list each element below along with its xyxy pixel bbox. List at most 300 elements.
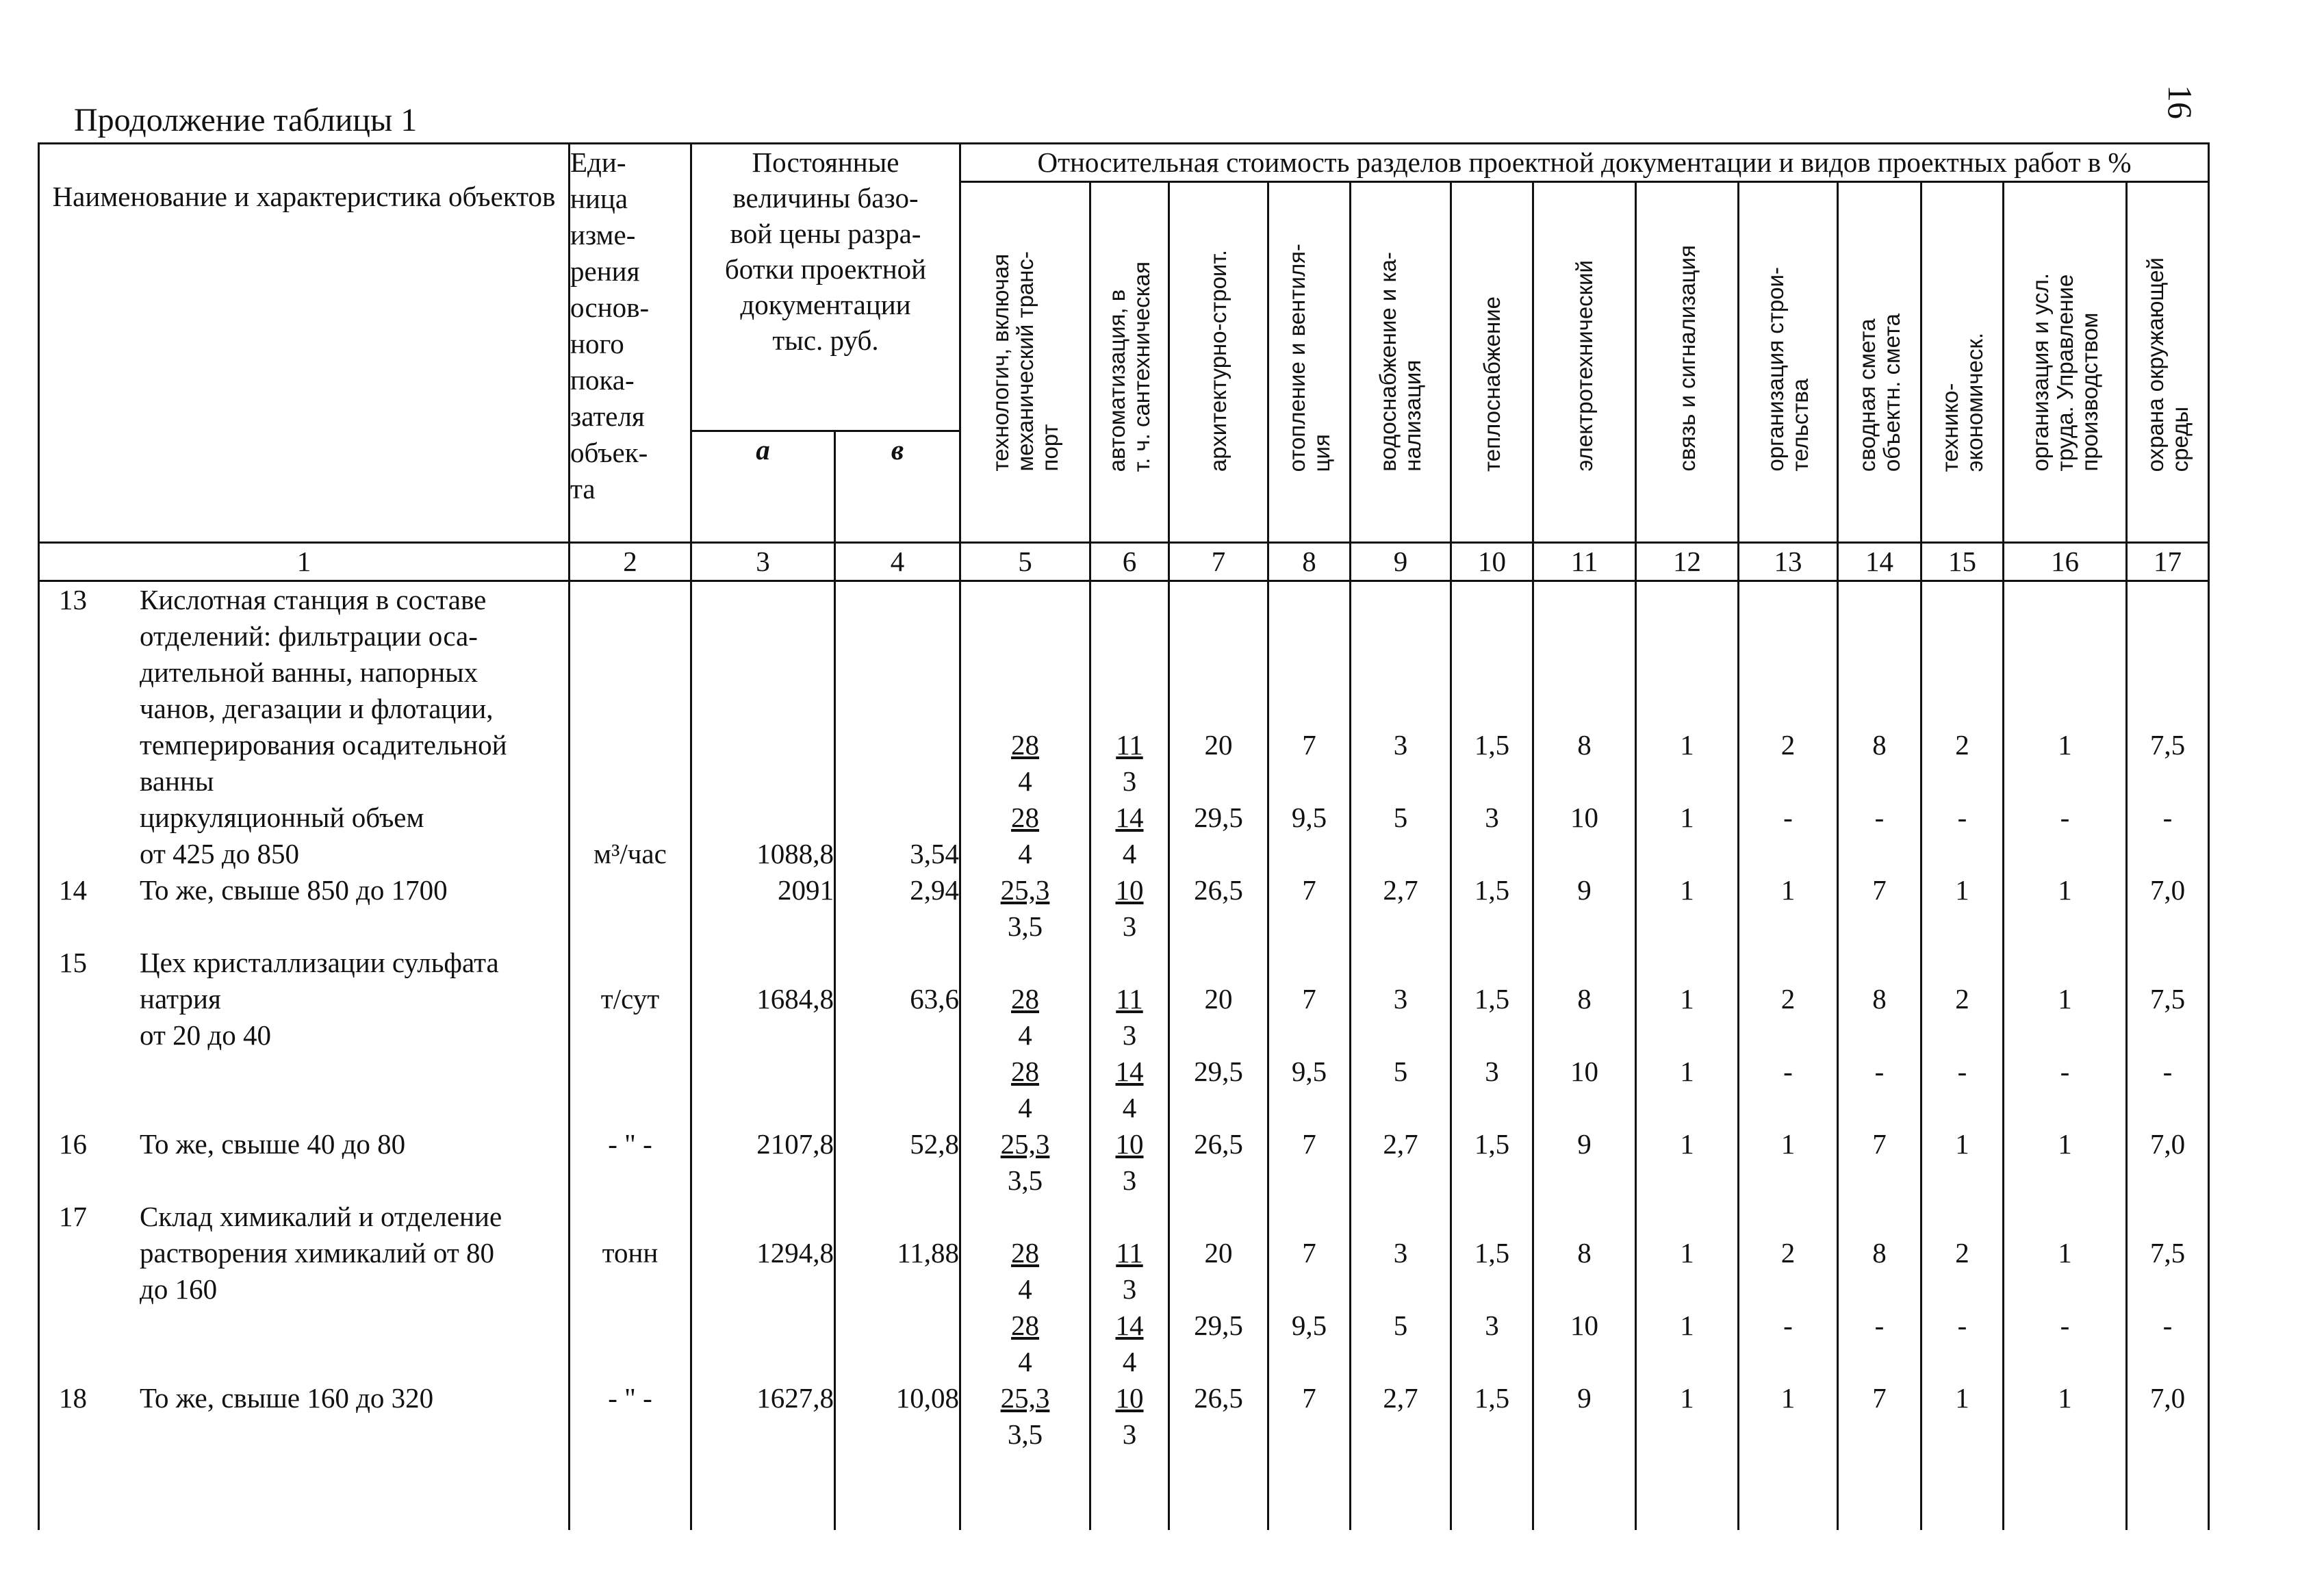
header-unit-line: ного <box>570 328 624 359</box>
value-cell <box>1636 945 1739 1126</box>
header-relative: Относительная стоимость разделов проектной документации и видов проектных работ в % <box>960 144 2209 182</box>
value <box>1922 836 2002 872</box>
value: 7,5 <box>2149 983 2186 1015</box>
row-name-line: То же, свыше 160 до 320 <box>140 1382 434 1414</box>
value <box>1637 654 1737 691</box>
value <box>2128 908 2208 945</box>
table-row <box>39 1380 2209 1489</box>
value: 9,5 <box>1291 1056 1327 1087</box>
value: 4 <box>1122 1092 1137 1123</box>
section-header-11 <box>1533 182 1636 543</box>
value-cell <box>1169 1380 1268 1489</box>
value <box>1922 1271 2002 1308</box>
row-b-value: 63,6 <box>910 983 959 1015</box>
value-numerator: 10 <box>1115 874 1144 906</box>
value-cell <box>960 581 1090 873</box>
section-label: отопление и вентиля- ция <box>1284 243 1334 472</box>
value-numerator: 28 <box>1011 1056 1039 1087</box>
value <box>1269 945 1349 981</box>
row-name-line: Склад химикалий и отделение <box>140 1201 502 1232</box>
value-numerator: 28 <box>1011 1310 1039 1341</box>
value <box>2128 618 2208 654</box>
header-unit-line: рения <box>570 255 640 287</box>
value-cell <box>1090 872 1169 945</box>
value-cell <box>1921 1126 2004 1199</box>
value <box>1739 1271 1837 1308</box>
value: 7,5 <box>2149 729 2186 761</box>
value: 29,5 <box>1194 1310 1243 1341</box>
value-cell <box>960 1126 1090 1199</box>
column-number: 8 <box>1268 543 1351 581</box>
section-label: водоснабжение и ка- нализация <box>1375 252 1425 472</box>
value: 7,0 <box>2149 1128 2186 1160</box>
value <box>2004 1416 2125 1453</box>
value-cell <box>1351 872 1451 945</box>
row-b-value: 10,08 <box>895 1382 959 1414</box>
value: 20 <box>1204 1237 1233 1269</box>
value <box>1739 763 1837 800</box>
value: 7 <box>1302 1382 1316 1414</box>
value-cell <box>2127 872 2209 945</box>
value <box>1091 1453 1168 1489</box>
row-name-line: ванны <box>140 765 214 797</box>
value <box>1839 1199 1920 1235</box>
value-cell <box>1838 581 1921 873</box>
row-name-cell <box>39 1199 570 1380</box>
value <box>1534 1344 1635 1380</box>
value-cell <box>1636 1380 1739 1489</box>
value: 8 <box>1577 1237 1592 1269</box>
value <box>1637 1344 1737 1380</box>
value: 10 <box>1570 1310 1598 1341</box>
value-cell <box>1268 1199 1351 1380</box>
value <box>1091 945 1168 981</box>
value-cell <box>2004 872 2127 945</box>
value: - <box>2060 1310 2070 1341</box>
value: - <box>2060 1056 2070 1087</box>
section-header-9 <box>1351 182 1451 543</box>
value <box>1839 836 1920 872</box>
value: 4 <box>1018 765 1032 797</box>
value <box>961 981 1089 1017</box>
value <box>2128 1162 2208 1199</box>
value <box>1739 836 1837 872</box>
value-cell <box>1739 581 1838 873</box>
section-label: архитектурно-строит. <box>1205 249 1231 472</box>
value: 3 <box>1122 1164 1137 1196</box>
value-cell <box>1533 1199 1636 1380</box>
value <box>961 1054 1089 1090</box>
value: - <box>1957 802 1967 833</box>
value: 7 <box>1302 1237 1316 1269</box>
row-b-value: 11,88 <box>897 1237 959 1269</box>
value <box>1269 691 1349 727</box>
value: 7 <box>1302 729 1316 761</box>
section-label: сводная смета объектн. смета <box>1854 313 1904 472</box>
column-number: 1 <box>39 543 570 581</box>
value: 3 <box>1122 765 1137 797</box>
value <box>961 945 1089 981</box>
value: 4 <box>1122 838 1137 869</box>
column-number: 9 <box>1351 543 1451 581</box>
value <box>1091 691 1168 727</box>
header-col-b: в <box>835 431 960 543</box>
row-unit <box>570 945 691 1126</box>
value <box>1351 1199 1450 1235</box>
value: 3,5 <box>1007 1418 1043 1450</box>
row-name-cell <box>39 945 570 1126</box>
value: 1 <box>1680 1237 1694 1269</box>
header-unit-line: зателя <box>570 400 645 432</box>
value <box>2004 1017 2125 1054</box>
value: 8 <box>1577 729 1592 761</box>
value <box>1351 836 1450 872</box>
value-cell <box>1169 1126 1268 1199</box>
value <box>1351 1162 1450 1199</box>
table-row <box>39 945 2209 1126</box>
value: 1 <box>1780 874 1796 906</box>
row-name <box>140 1126 568 1199</box>
row-name-line <box>140 1162 568 1199</box>
value-numerator: 28 <box>1011 729 1039 761</box>
value <box>1269 582 1349 618</box>
row-a <box>691 581 835 873</box>
value <box>1091 1380 1168 1416</box>
value <box>1269 1199 1349 1235</box>
row-a-value: 2107,8 <box>756 1128 834 1160</box>
section-label: автоматизация, в т. ч. сантехническая <box>1104 261 1154 472</box>
value <box>2004 1271 2125 1308</box>
value: 1 <box>1680 1310 1694 1341</box>
row-name-cell <box>39 1126 570 1199</box>
value: 10 <box>1570 802 1598 833</box>
header-unit-line: та <box>570 473 596 505</box>
value <box>961 1453 1089 1489</box>
value <box>961 618 1089 654</box>
value <box>1091 1308 1168 1344</box>
value <box>2128 654 2208 691</box>
value <box>1739 908 1837 945</box>
value-cell <box>1169 1199 1268 1380</box>
value <box>1351 1271 1450 1308</box>
value: 1 <box>1680 983 1694 1015</box>
value <box>1922 1199 2002 1235</box>
value-cell <box>1169 872 1268 945</box>
value: 26,5 <box>1194 1128 1243 1160</box>
row-name-line: То же, свыше 850 до 1700 <box>140 874 448 906</box>
value <box>2128 1199 2208 1235</box>
value-cell <box>1351 945 1451 1126</box>
value <box>1739 582 1837 618</box>
value <box>961 727 1089 763</box>
value <box>2004 763 2125 800</box>
value: 2 <box>1780 1237 1796 1269</box>
value: 2 <box>1780 983 1796 1015</box>
row-a <box>691 1199 835 1380</box>
row-b <box>835 581 960 873</box>
value <box>1269 618 1349 654</box>
value: 2 <box>1780 729 1796 761</box>
row-b <box>835 945 960 1126</box>
value <box>1452 945 1532 981</box>
value <box>1091 1126 1168 1162</box>
value: 2,7 <box>1383 1382 1418 1414</box>
value-cell <box>960 1199 1090 1380</box>
value <box>1534 836 1635 872</box>
value-cell <box>1351 1126 1451 1199</box>
value: 7 <box>1302 874 1316 906</box>
value: 3 <box>1393 729 1408 761</box>
value <box>1452 1162 1532 1199</box>
value <box>1534 945 1635 981</box>
value <box>2128 1453 2208 1489</box>
value-cell <box>1838 872 1921 945</box>
value <box>1637 908 1737 945</box>
value-cell <box>2004 1126 2127 1199</box>
value: 5 <box>1393 802 1408 833</box>
value <box>2128 763 2208 800</box>
value <box>1170 618 1267 654</box>
value: - <box>1783 1310 1793 1341</box>
value-cell <box>1090 1126 1169 1199</box>
value <box>1091 582 1168 618</box>
value-cell <box>1268 872 1351 945</box>
value-cell <box>1351 581 1451 873</box>
value <box>1269 1344 1349 1380</box>
value-cell <box>960 1380 1090 1489</box>
value: 8 <box>1872 729 1887 761</box>
row-number: 17 <box>59 1201 87 1232</box>
value <box>2128 1344 2208 1380</box>
value-cell <box>1090 1199 1169 1380</box>
row-a-value: 1088,8 <box>756 838 834 869</box>
row-b <box>835 1380 960 1489</box>
row-name-line: от 425 до 850 <box>140 838 299 869</box>
value <box>1269 1162 1349 1199</box>
value <box>2128 1017 2208 1054</box>
value <box>1839 1017 1920 1054</box>
table-row <box>39 1199 2209 1380</box>
value-cell <box>1838 945 1921 1126</box>
value <box>961 1380 1089 1416</box>
value: - <box>2162 802 2173 833</box>
value <box>1170 1090 1267 1126</box>
value <box>1452 836 1532 872</box>
row-unit-value: - " - <box>608 1128 652 1160</box>
value <box>1170 945 1267 981</box>
value-cell <box>1739 1380 1838 1489</box>
value: 9 <box>1577 1128 1592 1160</box>
value: - <box>2162 1056 2173 1087</box>
row-name <box>140 1199 568 1380</box>
value: 3,5 <box>1007 1164 1043 1196</box>
value-numerator: 28 <box>1011 983 1039 1015</box>
value: 1 <box>1955 1128 1969 1160</box>
value <box>2128 1090 2208 1126</box>
value-cell <box>1739 1199 1838 1380</box>
value-numerator: 11 <box>1116 729 1143 761</box>
column-number: 12 <box>1636 543 1739 581</box>
value: 9 <box>1577 874 1592 906</box>
value: 7 <box>1872 1382 1887 1414</box>
value <box>1922 1162 2002 1199</box>
header-constants-line: Постоянные <box>752 146 899 178</box>
value-cell <box>1451 1380 1533 1489</box>
value <box>1534 1416 1635 1453</box>
value <box>1839 582 1920 618</box>
value: 9 <box>1577 1382 1592 1414</box>
value <box>1637 1017 1737 1054</box>
column-number: 16 <box>2004 543 2127 581</box>
value-cell <box>1636 872 1739 945</box>
value: 3 <box>1485 802 1499 833</box>
value <box>2128 1271 2208 1308</box>
value <box>1091 654 1168 691</box>
value <box>961 800 1089 836</box>
value-numerator: 28 <box>1011 802 1039 833</box>
row-number: 15 <box>59 947 87 978</box>
value <box>1637 618 1737 654</box>
value-cell <box>1921 1199 2004 1380</box>
value-cell <box>1451 581 1533 873</box>
value <box>1922 618 2002 654</box>
value <box>1534 1453 1635 1489</box>
value: 1 <box>1680 1056 1694 1087</box>
value: 1 <box>2058 983 2072 1015</box>
value <box>1351 1416 1450 1453</box>
value-cell <box>1921 581 2004 873</box>
value <box>1091 800 1168 836</box>
row-b-value: 52,8 <box>910 1128 959 1160</box>
value-cell <box>1268 945 1351 1126</box>
value <box>2004 908 2125 945</box>
value <box>1922 1017 2002 1054</box>
value <box>1269 1271 1349 1308</box>
header-constants-line: величины базо- <box>732 182 919 214</box>
value <box>1839 763 1920 800</box>
row-unit <box>570 1126 691 1199</box>
row-name-line <box>140 1054 568 1090</box>
value <box>1839 908 1920 945</box>
row-name-cell <box>39 581 570 873</box>
value <box>961 1308 1089 1344</box>
header-unit-line: пока- <box>570 364 635 396</box>
value <box>1839 1271 1920 1308</box>
value <box>1452 1453 1532 1489</box>
value <box>1351 1090 1450 1126</box>
value: 7,5 <box>2149 1237 2186 1269</box>
value: 7,0 <box>2149 874 2186 906</box>
column-number: 7 <box>1169 543 1268 581</box>
header-name-text: Наименование и характеристика объектов <box>52 181 556 212</box>
value: 3 <box>1122 1418 1137 1450</box>
value <box>1351 582 1450 618</box>
value-cell <box>1533 581 1636 873</box>
value <box>961 1235 1089 1271</box>
column-number: 11 <box>1533 543 1636 581</box>
row-name-line <box>140 908 568 945</box>
value-cell <box>1451 1126 1533 1199</box>
value: 20 <box>1204 729 1233 761</box>
value: 3 <box>1485 1056 1499 1087</box>
value-cell <box>1090 581 1169 873</box>
row-a-value: 1627,8 <box>756 1382 834 1414</box>
value: 3 <box>1485 1310 1499 1341</box>
value <box>1839 1344 1920 1380</box>
value: 1,5 <box>1474 983 1510 1015</box>
section-label: технологич, включая механический транс- порт <box>987 251 1062 472</box>
value-cell <box>2127 1126 2209 1199</box>
value <box>1351 654 1450 691</box>
header-constants-line: вой цены разра- <box>730 218 921 249</box>
value <box>2004 836 2125 872</box>
value <box>1922 1416 2002 1453</box>
row-name-line <box>140 1090 568 1126</box>
value: 3 <box>1122 1019 1137 1051</box>
value <box>2128 1416 2208 1453</box>
row-unit-value: - " - <box>608 1382 652 1414</box>
value <box>1269 836 1349 872</box>
value <box>1170 1416 1267 1453</box>
value: 1 <box>1680 1382 1694 1414</box>
value <box>1170 908 1267 945</box>
value: - <box>1957 1056 1967 1087</box>
value-numerator: 10 <box>1115 1382 1144 1414</box>
row-a-value: 1684,8 <box>756 983 834 1015</box>
value <box>1452 1090 1532 1126</box>
section-header-5 <box>960 182 1090 543</box>
value-numerator: 14 <box>1115 1310 1144 1341</box>
row-name-line: дительной ванны, напорных <box>140 657 478 688</box>
value: 4 <box>1018 1019 1032 1051</box>
value <box>1637 1162 1737 1199</box>
value: 3,5 <box>1007 910 1043 942</box>
header-unit-line: ница <box>570 183 628 214</box>
header-constants-line: ботки проектной <box>724 253 927 285</box>
value <box>1091 1199 1168 1235</box>
value <box>961 872 1089 908</box>
value <box>961 582 1089 618</box>
row-name-line: чанов, дегазации и флотации, <box>140 693 494 724</box>
value: 29,5 <box>1194 802 1243 833</box>
header-unit-line: изме- <box>570 219 636 251</box>
row-a <box>691 1380 835 1489</box>
value: 20 <box>1204 983 1233 1015</box>
value-cell <box>2004 1199 2127 1380</box>
value-cell <box>1636 1126 1739 1199</box>
value: 1,5 <box>1474 874 1510 906</box>
value: - <box>1874 802 1885 833</box>
header-constants <box>691 144 960 431</box>
value-cell <box>1533 872 1636 945</box>
value <box>2004 1344 2125 1380</box>
value: 4 <box>1018 838 1032 869</box>
value <box>1091 981 1168 1017</box>
value <box>1269 1453 1349 1489</box>
value-cell <box>1451 945 1533 1126</box>
value <box>2004 1453 2125 1489</box>
value-cell <box>1636 581 1739 873</box>
value-cell <box>2127 1380 2209 1489</box>
row-name-cell <box>39 1380 570 1489</box>
value-cell <box>1268 581 1351 873</box>
value <box>1839 945 1920 981</box>
value-numerator: 25,3 <box>1000 874 1050 906</box>
value <box>2004 1162 2125 1199</box>
row-a <box>691 1126 835 1199</box>
row-name-line: натрия <box>140 983 221 1015</box>
value: - <box>1874 1056 1885 1087</box>
